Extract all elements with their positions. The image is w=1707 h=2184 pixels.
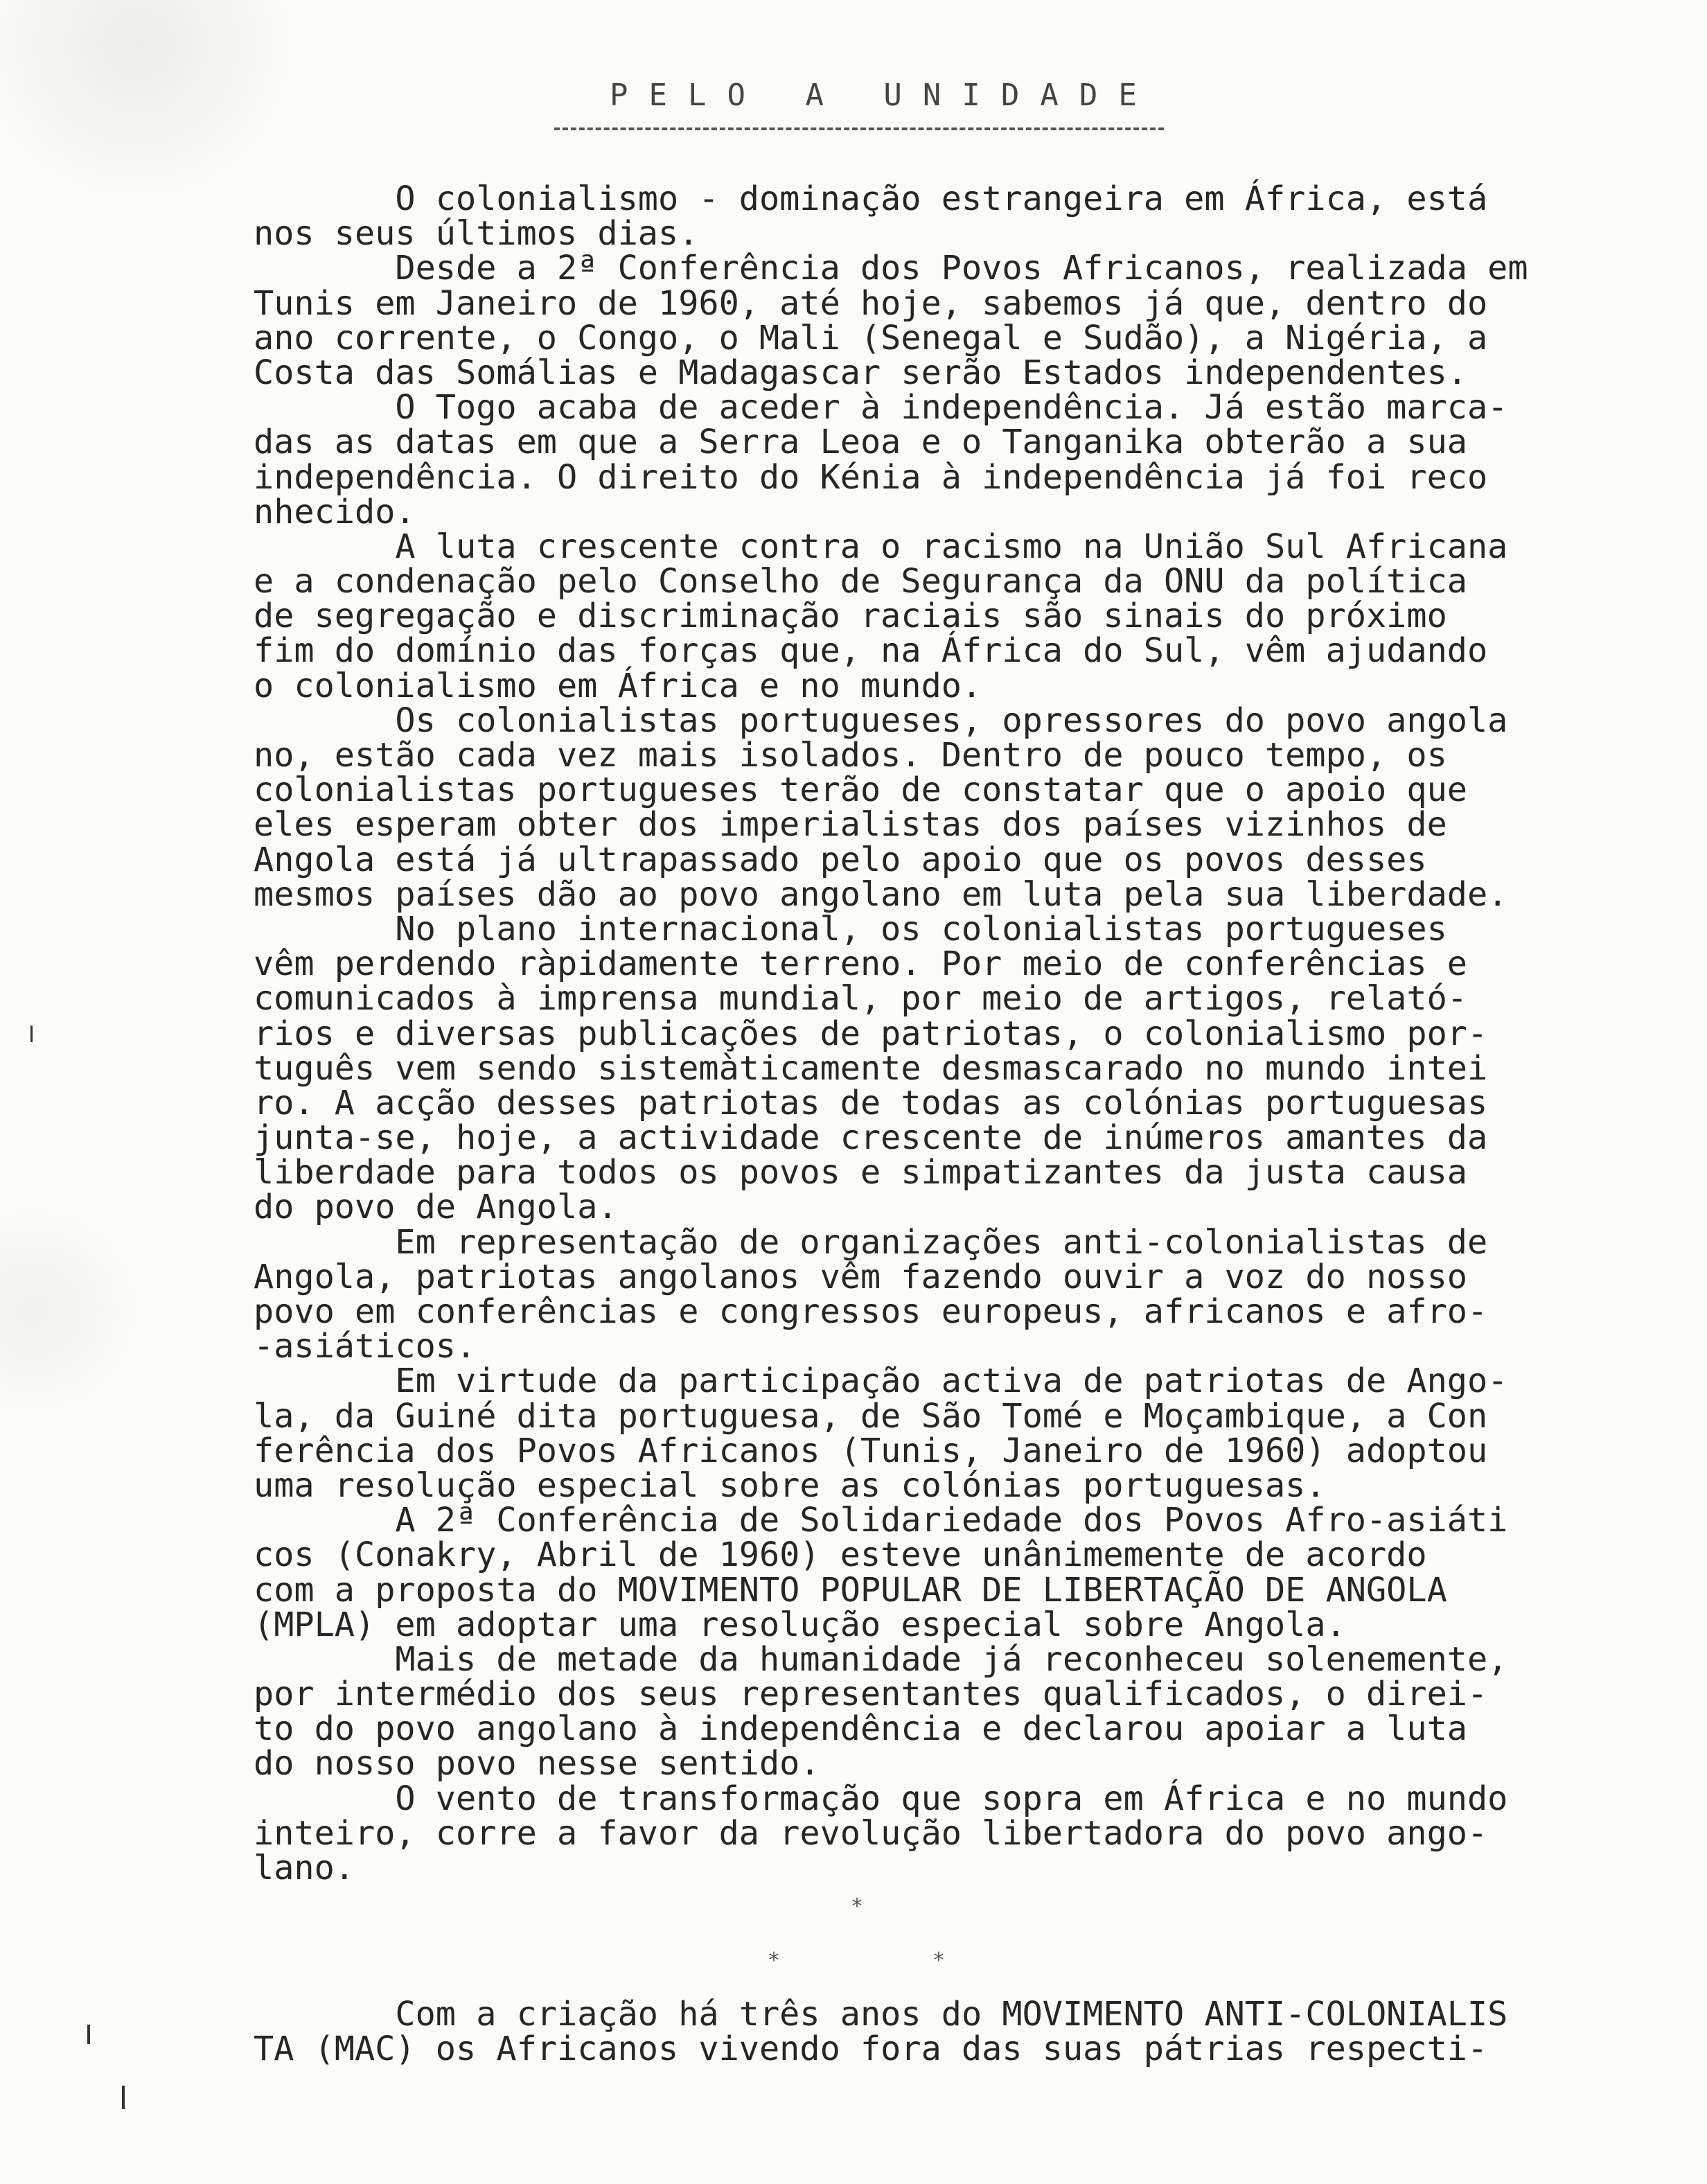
text-line: Desde a 2ª Conferência dos Povos Africanos, realizada em xyxy=(254,249,1528,288)
text-line: No plano internacional, os colonialistas portugueses xyxy=(254,909,1447,949)
text-line: Com a criação há três anos do MOVIMENTO ANTI-COLONIALIS xyxy=(254,1995,1508,2034)
text-line: Costa das Somálias e Madagascar serão Estados independentes. xyxy=(254,353,1467,392)
text-line: nhecido. xyxy=(254,492,416,531)
text-line: mesmos países dão ao povo angolano em luta pela sua liberdade. xyxy=(254,874,1508,914)
text-line: por intermédio dos seus representantes qualificados, o direi- xyxy=(254,1675,1488,1714)
text-line: nos seus últimos dias. xyxy=(254,214,699,254)
text-line: O Togo acaba de aceder à independência. Já estão marca- xyxy=(254,388,1508,428)
text-line: TA (MAC) os Africanos vivendo fora das suas pátrias respecti- xyxy=(254,2029,1488,2069)
text-line: O vento de transformação que sopra em África e no mundo xyxy=(254,1779,1508,1818)
text-line: ferência dos Povos Africanos (Tunis, Janeiro de 1960) adoptou xyxy=(254,1431,1488,1470)
text-line: Em virtude da participação activa de patriotas de Ango- xyxy=(254,1362,1508,1401)
separator-star-1: * xyxy=(851,1894,864,1919)
separator-star-2: * xyxy=(768,1948,781,1973)
text-line: e a condenação pelo Conselho de Segurança da ONU da política xyxy=(254,562,1467,601)
text-line: inteiro, corre a favor da revolução libertadora do povo ango- xyxy=(254,1813,1488,1853)
text-line: liberdade para todos os povos e simpatizantes da justa causa xyxy=(254,1153,1467,1192)
text-line: do povo de Angola. xyxy=(254,1188,618,1227)
text-line: do nosso povo nesse sentido. xyxy=(254,1744,820,1784)
text-line: Os colonialistas portugueses, opressores do povo angola xyxy=(254,701,1508,740)
text-line: junta-se, hoje, a actividade crescente de inúmeros amantes da xyxy=(254,1118,1488,1158)
margin-mark xyxy=(87,2025,90,2044)
text-line: Mais de metade da humanidade já reconheceu solenemente, xyxy=(254,1639,1508,1679)
text-line: eles esperam obter dos imperialistas dos países vizinhos de xyxy=(254,805,1447,845)
text-line: independência. O direito do Kénia à independência já foi reco xyxy=(254,457,1488,497)
text-line: no, estão cada vez mais isolados. Dentro de pouco tempo, os xyxy=(254,736,1447,775)
text-line: cos (Conakry, Abril de 1960) esteve unânimemente de acordo xyxy=(254,1535,1427,1575)
text-line: de segregação e discriminação raciais são sinais do próximo xyxy=(254,597,1447,636)
title-underline xyxy=(554,127,1164,130)
text-line: A luta crescente contra o racismo na União Sul Africana xyxy=(254,527,1508,566)
text-line: -asiáticos. xyxy=(254,1327,477,1366)
text-line: comunicados à imprensa mundial, por meio de artigos, relató- xyxy=(254,979,1467,1019)
text-line: lano. xyxy=(254,1849,355,1887)
text-line: colonialistas portugueses terão de constatar que o apoio que xyxy=(254,770,1467,810)
text-line: ro. A acção desses patriotas de todas as colónias portuguesas xyxy=(254,1083,1488,1122)
margin-mark xyxy=(122,2086,125,2109)
text-line: (MPLA) em adoptar uma resolução especial sobre Angola. xyxy=(254,1605,1346,1644)
text-line: Tunis em Janeiro de 1960, até hoje, sabemos já que, dentro do xyxy=(254,283,1488,323)
margin-mark xyxy=(30,1025,33,1042)
text-line: la, da Guiné dita portuguesa, de São Tomé e Moçambique, a Con xyxy=(254,1396,1488,1436)
document-closing xyxy=(254,1995,1556,2069)
text-line: rios e diversas publicações de patriotas, o colonialismo por- xyxy=(254,1014,1488,1053)
document-title: PELO A UNIDADE xyxy=(610,78,1158,113)
text-line: tuguês vem sendo sistemàticamente desmascarado no mundo intei xyxy=(254,1048,1488,1088)
text-line: uma resolução especial sobre as colónias portuguesas. xyxy=(254,1465,1326,1505)
text-line: A 2ª Conferência de Solidariedade dos Povos Afro-asiáti xyxy=(254,1501,1508,1540)
text-line: ano corrente, o Congo, o Mali (Senegal e Sudão), a Nigéria, a xyxy=(254,318,1488,358)
text-line: com a proposta do MOVIMENTO POPULAR DE LIBERTAÇÃO DE ANGOLA xyxy=(254,1570,1447,1610)
text-line: vêm perdendo ràpidamente terreno. Por meio de conferências e xyxy=(254,944,1467,984)
text-line: fim do domínio das forças que, na África do Sul, vêm ajudando xyxy=(254,631,1488,671)
text-line: to do povo angolano à independência e declarou apoiar a luta xyxy=(254,1709,1467,1749)
text-line: povo em conferências e congressos europeus, africanos e afro- xyxy=(254,1292,1488,1331)
separator-star-3: * xyxy=(932,1948,946,1973)
text-line: O colonialismo - dominação estrangeira em África, está xyxy=(254,179,1488,218)
text-line: o colonialismo em África e no mundo. xyxy=(254,666,982,705)
text-line: Angola está já ultrapassado pelo apoio que os povos desses xyxy=(254,840,1427,879)
text-line: Angola, patriotas angolanos vêm fazendo ouvir a voz do nosso xyxy=(254,1257,1467,1296)
text-line: Em representação de organizações anti-colonialistas de xyxy=(254,1222,1488,1262)
document-body xyxy=(254,179,1556,1887)
text-line: das as datas em que a Serra Leoa e o Tanganika obterão a sua xyxy=(254,423,1467,462)
